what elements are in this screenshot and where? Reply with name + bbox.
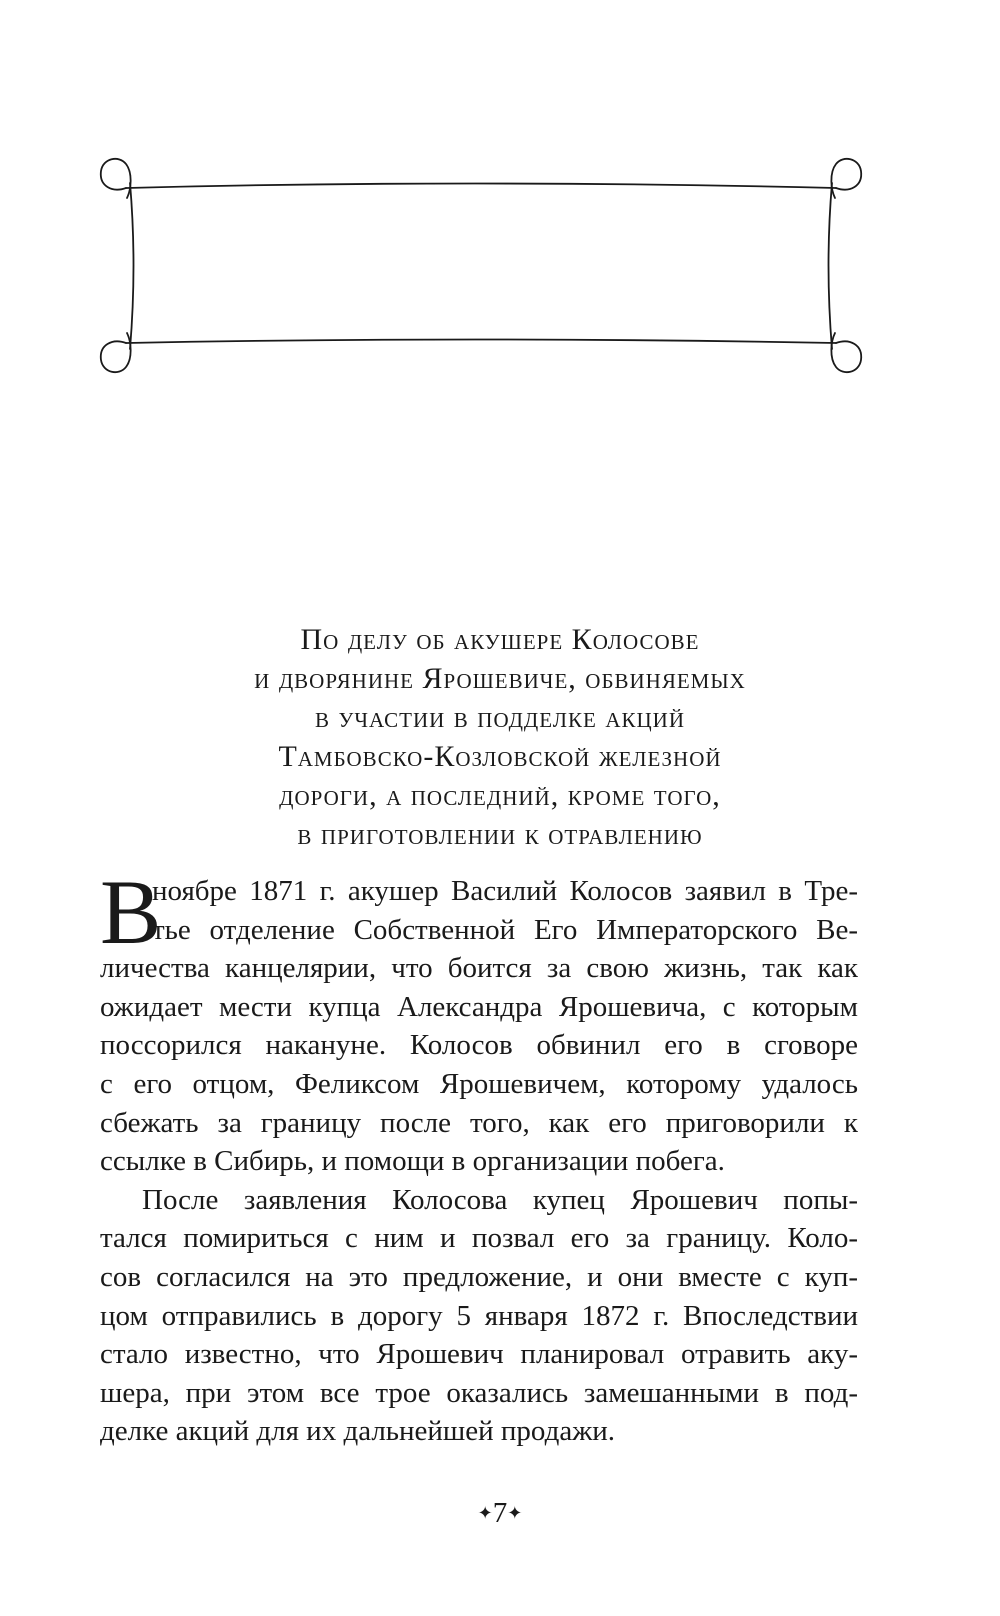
chapter-title-line: дороги, а последний, кроме того, (279, 779, 721, 812)
text-line: ноябре 1871 г. акушер Василий Колосов заявил в Тре- (152, 875, 858, 907)
chapter-title-line: Тамбовско-Козловской железной (278, 740, 722, 773)
page-number-value: 7 (492, 1497, 508, 1529)
ornament-left-icon: ✦ (477, 1503, 493, 1523)
frame-curl-top-right (831, 159, 861, 198)
text-line: тался помириться с ним и позвал его за границу. Коло- (100, 1222, 858, 1255)
text-line: личества канцелярии, что боится за свою жизнь, так как (100, 952, 858, 985)
text-line: После заявления Колосова купец Ярошевич попы- (142, 1183, 858, 1216)
body-text (100, 861, 858, 1451)
frame-bottom-rule (126, 340, 836, 344)
frame-top-rule (126, 184, 836, 189)
text-line: шера, при этом все трое оказались замешанными в под- (100, 1376, 858, 1409)
text-line: ссылке в Сибирь, и помощи в организации побега. (100, 1145, 725, 1178)
frame-curl-top-left (101, 159, 131, 198)
frame-left-rule (130, 183, 134, 349)
chapter-title-line: в участии в подделке акций (314, 701, 686, 734)
text-line: стало известно, что Ярошевич планировал отравить аку- (100, 1338, 858, 1371)
page-number (0, 1496, 1000, 1530)
chapter-title (0, 620, 1000, 854)
ornamental-frame (0, 0, 1000, 420)
text-line: делке акций для их дальнейшей продажи. (100, 1415, 616, 1448)
text-line: ожидает мести купца Александра Ярошевича, с которым (100, 990, 858, 1023)
paragraph-1 (100, 861, 858, 1181)
chapter-title-line: и дворянине Ярошевиче, обвиняемых (254, 662, 746, 695)
paragraph-2 (100, 1181, 858, 1451)
drop-cap: В (100, 861, 162, 963)
text-line: сов согласился на это предложение, и они вместе с куп- (100, 1260, 858, 1293)
text-line: поссорился накануне. Колосов обвинил его в сговоре (100, 1029, 858, 1062)
text-line: с его отцом, Феликсом Ярошевичем, которому удалось (100, 1067, 858, 1100)
frame-curl-bottom-right (831, 333, 861, 372)
text-line: сбежать за границу после того, как его приговорили к (100, 1106, 858, 1139)
text-line: тье отделение Собственной Его Императорского Ве- (152, 913, 858, 946)
text-line: цом отправились в дорогу 5 января 1872 г. Впоследствии (100, 1299, 858, 1332)
chapter-title-line: По делу об акушере Колосове (300, 623, 700, 656)
frame-curl-bottom-left (101, 333, 131, 372)
chapter-title-line: в приготовлении к отравлению (297, 818, 703, 851)
frame-right-rule (829, 183, 833, 349)
ornament-right-icon: ✦ (507, 1503, 523, 1523)
